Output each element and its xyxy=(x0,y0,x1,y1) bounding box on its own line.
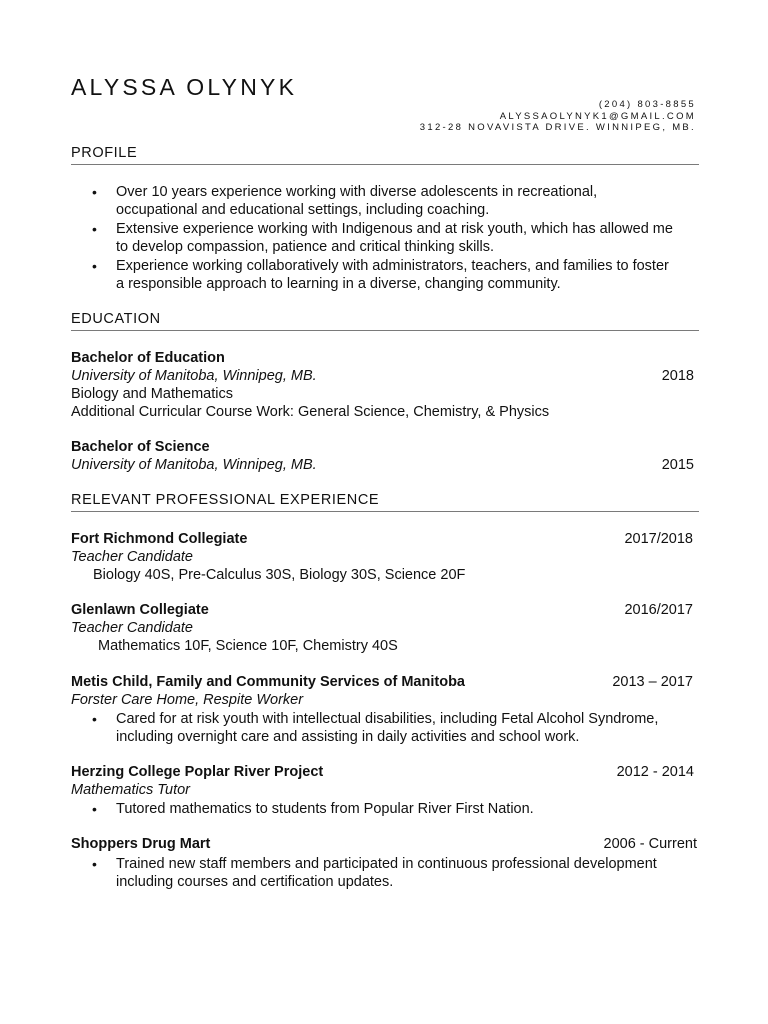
duties-list xyxy=(89,710,709,747)
bullet-icon: • xyxy=(92,801,97,817)
degree-detail: Biology and Mathematics xyxy=(71,386,233,402)
school-name: University of Manitoba, Winnipeg, MB. xyxy=(71,368,317,384)
job-role: Teacher Candidate xyxy=(71,549,193,565)
bullet-text-line: Extensive experience working with Indigenous and at risk youth, which has allowed me xyxy=(116,221,673,237)
profile-bullet xyxy=(89,220,709,256)
bullet-text-line: a responsible approach to learning in a diverse, changing community. xyxy=(116,276,561,292)
duties-list xyxy=(89,855,709,892)
profile-bullet xyxy=(89,257,709,293)
employment-dates: 2016/2017 xyxy=(624,602,693,618)
job-role: Mathematics Tutor xyxy=(71,782,190,798)
bullet-icon: • xyxy=(92,221,97,237)
employer-name: Metis Child, Family and Community Services of Manitoba xyxy=(71,674,465,690)
duty-bullet xyxy=(89,800,709,818)
bullet-icon: • xyxy=(92,184,97,200)
degree-detail: Additional Curricular Course Work: General Science, Chemistry, & Physics xyxy=(71,404,550,420)
bullet-text-line: Cared for at risk youth with intellectual disabilities, including Fetal Alcohol Syndrome, xyxy=(116,711,659,727)
bullet-text-line: Trained new staff members and participated in continuous professional development xyxy=(116,856,657,872)
degree-title: Bachelor of Science xyxy=(71,439,210,455)
courses-taught: Mathematics 10F, Science 10F, Chemistry 40S xyxy=(98,638,398,654)
graduation-year: 2018 xyxy=(661,368,694,384)
bullet-text-line: including overnight care and assisting in daily activities and school work. xyxy=(116,729,580,745)
job-role: Teacher Candidate xyxy=(71,620,193,636)
school-name: University of Manitoba, Winnipeg, MB. xyxy=(71,457,317,473)
bullet-text-line: Tutored mathematics to students from Popular River First Nation. xyxy=(116,801,534,817)
phone-number: (204) 803-8855 xyxy=(598,99,696,110)
bullet-text-line: including courses and certification updates. xyxy=(116,874,394,890)
duty-bullet xyxy=(89,710,709,746)
bullet-icon: • xyxy=(92,711,97,727)
bullet-icon: • xyxy=(92,258,97,274)
bullet-text-line: Experience working collaboratively with administrators, teachers, and families to foster xyxy=(116,258,669,274)
experience-heading: RELEVANT PROFESSIONAL EXPERIENCE xyxy=(71,492,380,508)
email-address: ALYSSAOLYNYK1@GMAIL.COM xyxy=(499,110,696,122)
experience-divider xyxy=(71,511,699,512)
bullet-text-line: to develop compassion, patience and critical thinking skills. xyxy=(116,239,495,255)
candidate-name: ALYSSA OLYNYK xyxy=(71,74,298,100)
job-role: Forster Care Home, Respite Worker xyxy=(71,692,304,708)
courses-taught: Biology 40S, Pre-Calculus 30S, Biology 30S, Science 20F xyxy=(93,567,466,583)
duties-list xyxy=(89,800,709,819)
profile-list xyxy=(89,183,709,294)
employment-dates: 2013 – 2017 xyxy=(612,674,693,690)
profile-heading: PROFILE xyxy=(71,145,138,161)
education-heading: EDUCATION xyxy=(71,311,161,327)
degree-title: Bachelor of Education xyxy=(71,350,225,366)
graduation-year: 2015 xyxy=(661,457,694,473)
employer-name: Glenlawn Collegiate xyxy=(71,602,209,618)
street-address: 312-28 NOVAVISTA DRIVE. WINNIPEG, MB. xyxy=(419,122,696,133)
employment-dates: 2017/2018 xyxy=(624,531,693,547)
education-divider xyxy=(71,330,699,331)
employer-name: Shoppers Drug Mart xyxy=(71,836,211,852)
employer-name: Fort Richmond Collegiate xyxy=(71,531,248,547)
duty-bullet xyxy=(89,855,709,891)
employment-dates: 2012 - 2014 xyxy=(616,764,694,780)
bullet-icon: • xyxy=(92,856,97,872)
contact-block xyxy=(420,99,696,134)
employment-dates: 2006 - Current xyxy=(603,836,697,852)
profile-bullet xyxy=(89,183,709,219)
employer-name: Herzing College Poplar River Project xyxy=(71,764,324,780)
profile-divider xyxy=(71,164,699,165)
bullet-text-line: occupational and educational settings, including coaching. xyxy=(116,202,490,218)
bullet-text-line: Over 10 years experience working with diverse adolescents in recreational, xyxy=(116,184,598,200)
